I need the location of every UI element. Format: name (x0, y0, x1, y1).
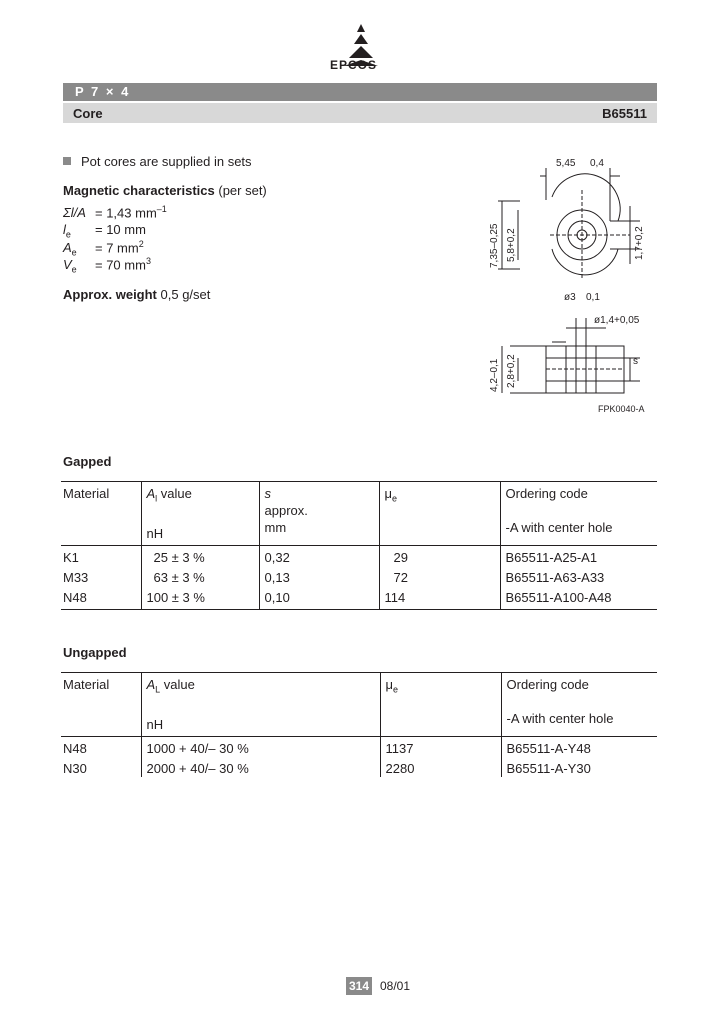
part-number: B65511 (602, 106, 647, 121)
header-al: $A_l$ value nH (141, 482, 259, 546)
page-number: 314 (346, 977, 372, 995)
ungapped-header-row (61, 673, 657, 737)
dim-side-height-outer: 4,2–0,1 (489, 358, 500, 392)
approx-weight: Approx. weight 0,5 g/set (63, 287, 211, 302)
dim-hole-tolerance: 0,1 (586, 292, 600, 303)
header-ordering-code: Ordering code -A with center hole (501, 673, 657, 737)
gapped-header-row (61, 482, 657, 546)
dim-hole-diameter: ø3 (564, 292, 576, 303)
header-material: Material (61, 482, 141, 546)
header-ordering-code: Ordering code -A with center hole (500, 482, 657, 546)
char-row-le: $l_e = 10$ mm (63, 222, 146, 240)
product-title: P 7 × 4 (75, 84, 131, 99)
dim-gap-s: s (633, 356, 638, 367)
header-mu: $\mu_e$ (379, 482, 500, 546)
header-material: Material (61, 673, 141, 737)
brand-name: EPCOS (330, 58, 378, 72)
table-row: N48 100 ± 3 % 0,10 114 B65511-A100-A48 (61, 586, 657, 610)
dim-core-height-inner: 5,8+0,2 (506, 228, 517, 262)
intro-bullet: Pot cores are supplied in sets (63, 154, 252, 169)
core-dimension-drawing (480, 148, 660, 418)
header-s: s approx. mm (259, 482, 379, 546)
table-row: N30 2000 + 40/– 30 % 2280 B65511-A-Y30 (61, 757, 657, 777)
char-row-sum-la: Σl/A = 1,43 $mm^{-1}$ (63, 204, 167, 221)
product-title-bar (63, 83, 657, 101)
dim-wall-tolerance: 0,4 (590, 158, 604, 169)
section-bar (63, 103, 657, 123)
gapped-title: Gapped (63, 454, 112, 469)
magnetic-heading: Magnetic characteristics (per set) (63, 183, 267, 198)
ungapped-table (61, 672, 657, 777)
table-row: M33 63 ± 3 % 0,13 72 B65511-A63-A33 (61, 566, 657, 586)
header-mu: $\mu_e$ (380, 673, 501, 737)
ungapped-title: Ungapped (63, 645, 127, 660)
gapped-table (61, 481, 657, 610)
dim-side-height-inner: 2,8+0,2 (506, 354, 517, 388)
drawing-id: FPK0040-A (598, 404, 645, 414)
dim-outer-diameter: 5,45 (556, 158, 576, 169)
header-al: $A_L$ value nH (141, 673, 380, 737)
table-row: K1 25 ± 3 % 0,32 29 B65511-A25-A1 (61, 545, 657, 566)
char-row-ve: $V_e = 70$ $mm^3$ (63, 256, 151, 275)
edition-date: 08/01 (380, 979, 411, 993)
dim-slot-width: 1,7+0,2 (634, 226, 645, 260)
section-label: Core (73, 106, 103, 121)
dim-core-height-outer: 7,35–0,25 (489, 223, 500, 268)
table-row: N48 1000 + 40/– 30 % 1137 B65511-A-Y48 (61, 736, 657, 757)
dim-center-hole: ø1,4+0,05 (594, 315, 640, 326)
bullet-square-icon (63, 157, 71, 165)
char-row-ae: $A_e = 7$ $mm^2$ (63, 239, 144, 258)
